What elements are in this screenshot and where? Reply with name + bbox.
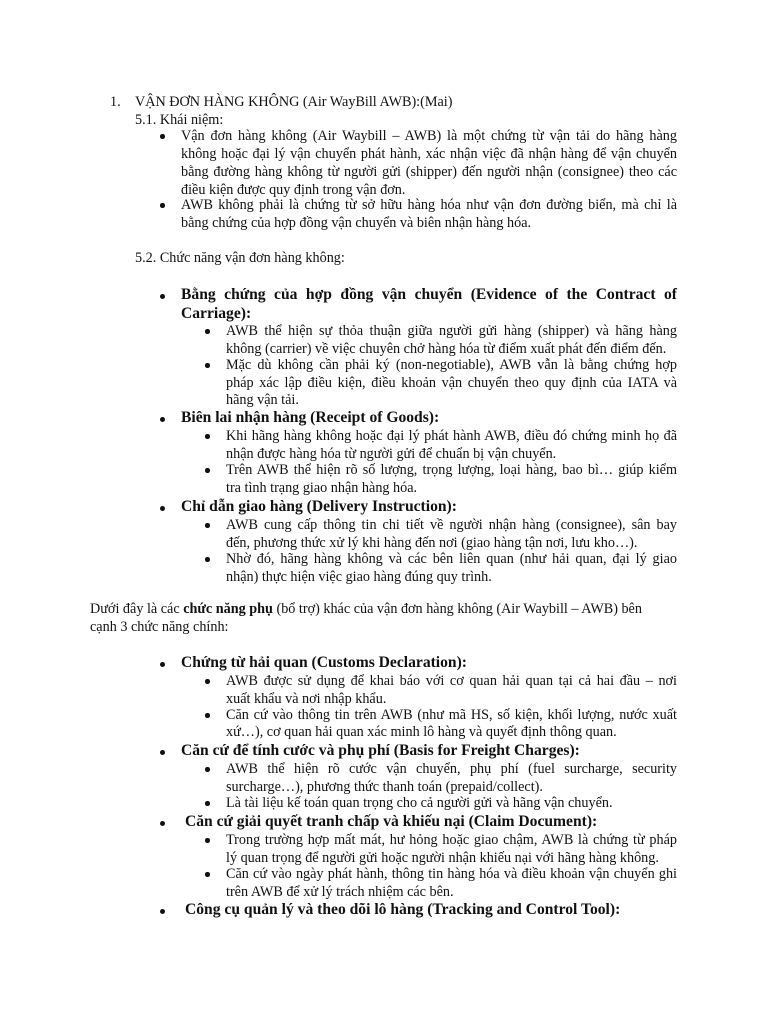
bullet-icon bbox=[160, 821, 165, 826]
sub-bullet-line: Mặc dù không cần phải ký (non-negotiable), AWB vẫn là bằng chứng hợp bbox=[226, 357, 677, 373]
sub-bullet-line: đến, phương thức xử lý khi hàng đến nơi (giao hàng tận nơi, lưu kho…). bbox=[226, 535, 638, 551]
concept-line: điều kiện được quy định trong vận đơn. bbox=[181, 182, 406, 198]
sub-bullet-line: AWB thể hiện sự thỏa thuận giữa người gửi hàng (shipper) và hãng hàng bbox=[226, 323, 677, 339]
bullet-icon bbox=[160, 417, 165, 422]
intro-line-2: cạnh 3 chức năng chính: bbox=[90, 619, 229, 635]
bullet-icon bbox=[160, 909, 165, 914]
sub-bullet-line: xuất khẩu và nơi nhập khẩu. bbox=[226, 691, 387, 707]
bullet-icon bbox=[160, 750, 165, 755]
bullet-icon bbox=[160, 506, 165, 511]
function-heading: Biên lai nhận hàng (Receipt of Goods): bbox=[181, 409, 440, 426]
intro-line-1 bbox=[90, 600, 642, 618]
extra-function-heading: Công cụ quản lý và theo dõi lô hàng (Tracking and Control Tool): bbox=[185, 901, 621, 918]
function-heading: Carriage): bbox=[181, 305, 252, 322]
concept-line: AWB không phải là chứng từ sở hữu hàng hóa như vận đơn đường biển, mà chỉ là bbox=[181, 197, 677, 213]
bullet-icon bbox=[205, 713, 210, 718]
intro-prefix: Dưới đây là các bbox=[90, 601, 184, 617]
sub-bullet-line: AWB thể hiện rõ cước vận chuyển, phụ phí (fuel surcharge, security bbox=[226, 761, 677, 777]
function-heading: Bằng chứng của hợp đồng vận chuyển (Evidence of the Contract of bbox=[181, 286, 677, 303]
sub-bullet-line: Là tài liệu kế toán quan trọng cho cả người gửi và hãng vận chuyển. bbox=[226, 795, 613, 811]
bullet-icon bbox=[205, 468, 210, 473]
concept-line: bằng chứng của hợp đồng vận chuyển và biên nhận hàng hóa. bbox=[181, 215, 532, 231]
sub-bullet-line: pháp xác lập điều kiện, điều khoản vận chuyển theo quy định của IATA và bbox=[226, 375, 677, 391]
sub-bullet-line: Căn cứ vào ngày phát hành, thông tin hàng hóa và điều khoản vận chuyển ghi bbox=[226, 866, 677, 882]
sub-bullet-line: Căn cứ vào thông tin trên AWB (như mã HS, số kiện, khối lượng, nước xuất bbox=[226, 707, 677, 723]
sub-bullet-line: nhận) thực hiện việc giao hàng đúng quy trình. bbox=[226, 569, 492, 585]
bullet-icon bbox=[205, 557, 210, 562]
sub-bullet-line: Khi hãng hàng không hoặc đại lý phát hành AWB, điều đó chứng minh họ đã bbox=[226, 428, 677, 444]
sub-bullet-line: trên AWB để xử lý trách nhiệm các bên. bbox=[226, 884, 454, 900]
section-number: 1. bbox=[110, 94, 121, 110]
bullet-icon bbox=[205, 434, 210, 439]
sub-bullet-line: Trong trường hợp mất mát, hư hỏng hoặc giao chậm, AWB là chứng từ pháp bbox=[226, 832, 677, 848]
subsection-5-2-title: 5.2. Chức năng vận đơn hàng không: bbox=[135, 250, 345, 266]
concept-line: Vận đơn hàng không (Air Waybill – AWB) là một chứng từ vận tải do hãng hàng bbox=[181, 128, 677, 144]
sub-bullet-line: AWB được sử dụng để khai báo với cơ quan hải quan tại cả hai đầu – nơi bbox=[226, 673, 677, 689]
sub-bullet-line: AWB cung cấp thông tin chi tiết về người nhận hàng (consignee), sân bay bbox=[226, 517, 677, 533]
sub-bullet-line: tra tình trạng giao nhận hàng hóa. bbox=[226, 480, 418, 496]
bullet-icon bbox=[205, 838, 210, 843]
bullet-icon bbox=[205, 523, 210, 528]
bullet-icon bbox=[160, 203, 165, 208]
bullet-icon bbox=[160, 662, 165, 667]
sub-bullet-line: không (carrier) về việc chuyên chở hàng hóa từ điểm xuất phát đến điểm đến. bbox=[226, 341, 667, 357]
bullet-icon bbox=[160, 134, 165, 139]
subsection-5-1-title: 5.1. Khái niệm: bbox=[135, 112, 224, 128]
bullet-icon bbox=[205, 801, 210, 806]
concept-line: bằng đường hàng không từ người gửi (shipper) đến người nhận (consignee) theo các bbox=[181, 164, 677, 180]
intro-bold-term: chức năng phụ bbox=[183, 601, 273, 617]
extra-function-heading: Chứng từ hải quan (Customs Declaration): bbox=[181, 654, 467, 671]
sub-bullet-line: nhận được hàng hóa từ người gửi để chuẩn bị vận chuyển. bbox=[226, 446, 557, 462]
sub-bullet-line: xứ…), cơ quan hải quan xác minh lô hàng và quyết định thông quan. bbox=[226, 724, 617, 740]
bullet-icon bbox=[205, 767, 210, 772]
extra-function-heading: Căn cứ giải quyết tranh chấp và khiếu nại (Claim Document): bbox=[185, 813, 598, 830]
bullet-icon bbox=[205, 329, 210, 334]
concept-line: không hoặc đại lý vận chuyển phát hành, xác nhận việc đã nhận hàng để vận chuyển bbox=[181, 146, 677, 162]
sub-bullet-line: Trên AWB thể hiện rõ số lượng, trọng lượng, loại hàng, bao bì… giúp kiểm bbox=[226, 462, 677, 478]
sub-bullet-line: Nhờ đó, hãng hàng không và các bên liên quan (như hải quan, đại lý giao bbox=[226, 551, 677, 567]
bullet-icon bbox=[205, 872, 210, 877]
sub-bullet-line: surcharge…), phương thức thanh toán (prepaid/collect). bbox=[226, 779, 543, 795]
intro-suffix: (bổ trợ) khác của vận đơn hàng không (Air Waybill – AWB) bên bbox=[272, 601, 642, 617]
bullet-icon bbox=[205, 679, 210, 684]
bullet-icon bbox=[205, 363, 210, 368]
function-heading: Chỉ dẫn giao hàng (Delivery Instruction): bbox=[181, 498, 457, 515]
sub-bullet-line: lý quan trọng để người gửi hoặc người nhận khiếu nại với hãng hàng không. bbox=[226, 850, 659, 866]
bullet-icon bbox=[160, 294, 165, 299]
sub-bullet-line: hãng vận tải. bbox=[226, 392, 299, 408]
extra-function-heading: Căn cứ để tính cước và phụ phí (Basis for Freight Charges): bbox=[181, 742, 580, 759]
section-title: VẬN ĐƠN HÀNG KHÔNG (Air WayBill AWB):(Mai) bbox=[135, 94, 453, 110]
